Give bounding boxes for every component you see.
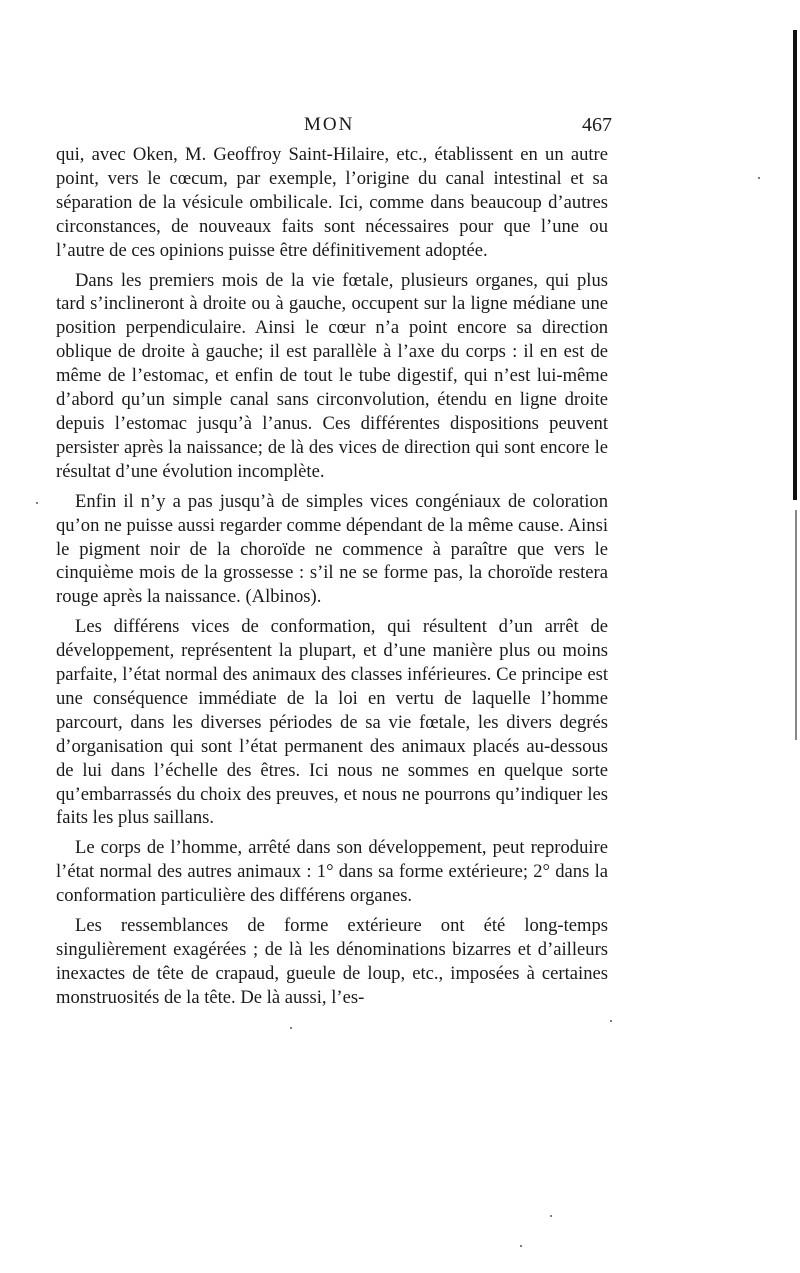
scan-edge-mark-lower bbox=[795, 510, 797, 740]
paragraph: Le corps de l’homme, arrêté dans son développement, peut reproduire l’état normal des autres animaux : 1° dans sa forme extérieure; 2° dans la conformation particulière des différens organes. bbox=[56, 837, 608, 907]
body-text bbox=[56, 143, 608, 1016]
paragraph-continuation: qui, avec Oken, M. Geoffroy Saint-Hilaire, etc., établissent en un autre point, vers le cœcum, par exemple, l’origine du canal intestinal et sa séparation de la vésicule ombilicale. Ici, comme dans beaucoup d’autres circonstances, de nouveaux faits sont nécessaires pour que l’une ou l’autre de ces opinions puisse être définitivement adoptée. bbox=[56, 144, 608, 261]
page-header bbox=[52, 114, 612, 142]
page-number: 467 bbox=[582, 114, 612, 136]
running-head: MON bbox=[304, 114, 355, 135]
paragraph: Enfin il n’y a pas jusqu’à de simples vices congéniaux de coloration qu’on ne puisse aussi regarder comme dépendant de la même cause. Ainsi le pigment noir de la choroïde ne commence à paraître que vers le cinquième mois de la grossesse : s’il ne se forme pas, la choroïde restera rouge après la naissance. (Albinos). bbox=[56, 490, 608, 608]
paragraph-continues: Les ressemblances de forme extérieure ont été long-temps singulièrement exagérées ; de là les dénominations bizarres et d’ailleurs inexactes de tête de crapaud, gueule de loup, etc., imposées à certaines monstruosités de la tête. De là aussi, l’es- bbox=[56, 915, 608, 1008]
scan-edge-mark bbox=[793, 30, 797, 500]
paragraph: Les différens vices de conformation, qui résultent d’un arrêt de développement, représentent la plupart, et d’une manière plus ou moins parfaite, l’état normal des animaux des classes inférieures. Ce principe est une conséquence immédiate de la loi en vertu de laquelle l’homme parcourt, dans les diverses périodes de sa vie fœtale, les divers degrés d’organisation qui sont l’état permanent des animaux placés au-dessous de lui dans l’échelle des êtres. Ici nous ne sommes en quelque sorte qu’embarrassés du choix des preuves, et nous ne pourrons qu’indiquer les faits les plus saillans. bbox=[56, 616, 608, 829]
paragraph: Dans les premiers mois de la vie fœtale, plusieurs organes, qui plus tard s’inclineront à droite ou à gauche, occupent sur la ligne médiane une position perpendiculaire. Ainsi le cœur n’a point encore sa direction oblique de droite à gauche; il est parallèle à l’axe du corps : il en est de même de l’estomac, et enfin de tout le tube digestif, qui n’est lui-même d’abord qu’un simple canal sans circonvolution, étendu en ligne droite depuis l’estomac jusqu’à l’anus. Ces différentes dispositions peuvent persister après la naissance; de là des vices de direction qui sont encore le résultat d’une évolution incomplète. bbox=[56, 269, 608, 482]
